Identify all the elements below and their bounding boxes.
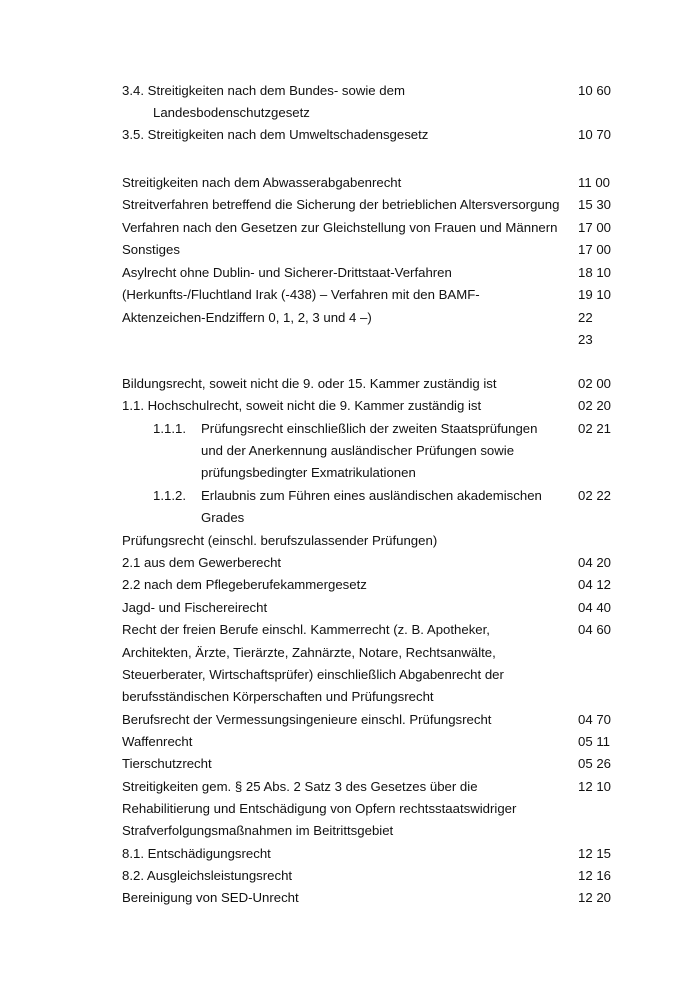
entry-hochschulrecht: 1.1. Hochschulrecht, soweit nicht die 9. Kammer zuständig ist — [122, 398, 482, 413]
code-18-10: 18 10 — [578, 265, 612, 280]
entry-tierschutzrecht: Tierschutzrecht — [122, 756, 212, 771]
entry-rehabilitierung: Streitigkeiten gem. § 25 Abs. 2 Satz 3 des Gesetzes über die — [122, 779, 478, 794]
entry-1-1-1-cont2: prüfungsbedingter Exmatrikulationen — [201, 465, 416, 480]
entry-freie-berufe: Recht der freien Berufe einschl. Kammerrecht (z. B. Apotheker, — [122, 622, 490, 637]
entry-asylrecht-cont2: Aktenzeichen-Endziffern 0, 1, 2, 3 und 4 –) — [122, 310, 372, 325]
entry-2-1: 2.1 aus dem Gewerberecht — [122, 555, 282, 570]
code-04-20: 04 20 — [578, 555, 612, 570]
code-04-12: 04 12 — [578, 577, 612, 592]
entry-vermessung: Berufsrecht der Vermessungsingenieure einschl. Prüfungsrecht — [122, 712, 492, 727]
entry-freie-berufe-cont2: Steuerberater, Wirtschaftsprüfer) einschließlich Abgabenrecht der — [122, 667, 504, 682]
entry-3-4: 3.4. Streitigkeiten nach dem Bundes- sowie dem — [122, 83, 405, 98]
entry-rehabilitierung-cont1: Rehabilitierung und Entschädigung von Opfern rechtsstaatswidriger — [122, 801, 517, 816]
entry-freie-berufe-cont1: Architekten, Ärzte, Tierärzte, Zahnärzte, Notare, Rechtsanwälte, — [122, 645, 496, 660]
entry-freie-berufe-cont3: berufsständischen Körperschaften und Prüfungsrecht — [122, 689, 434, 704]
entry-1-1-1-cont1: und der Anerkennung ausländischer Prüfungen sowie — [201, 443, 515, 458]
entry-altersversorgung: Streitverfahren betreffend die Sicherung der betrieblichen Altersversorgung — [122, 197, 560, 212]
code-12-10: 12 10 — [578, 779, 612, 794]
entry-bildungsrecht: Bildungsrecht, soweit nicht die 9. oder 15. Kammer zuständig ist — [122, 376, 497, 391]
entry-1-1-2-number: 1.1.2. — [153, 488, 186, 503]
code-17-00-a: 17 00 — [578, 220, 612, 235]
entry-asylrecht-cont1: (Herkunfts-/Fluchtland Irak (-438) – Verfahren mit den BAMF- — [122, 287, 480, 302]
entry-8-2: 8.2. Ausgleichsleistungsrecht — [122, 868, 293, 883]
entry-3-4-cont: Landesbodenschutzgesetz — [153, 105, 310, 120]
entry-gleichstellung: Verfahren nach den Gesetzen zur Gleichstellung von Frauen und Männern — [122, 220, 558, 235]
entry-8-1: 8.1. Entschädigungsrecht — [122, 846, 271, 861]
entry-asylrecht: Asylrecht ohne Dublin- und Sicherer-Drittstaat-Verfahren — [122, 265, 452, 280]
entry-1-1-1: Prüfungsrecht einschließlich der zweiten Staatsprüfungen — [201, 421, 538, 436]
entry-jagdrecht: Jagd- und Fischereirecht — [122, 600, 268, 615]
entry-sed-unrecht: Bereinigung von SED-Unrecht — [122, 890, 299, 905]
code-05-11: 05 11 — [578, 734, 611, 749]
code-17-00-b: 17 00 — [578, 242, 612, 257]
entry-2-2: 2.2 nach dem Pflegeberufekammergesetz — [122, 577, 367, 592]
entry-abwasser: Streitigkeiten nach dem Abwasserabgabenrecht — [122, 175, 402, 190]
code-02-20: 02 20 — [578, 398, 612, 413]
entry-pruefungsrecht: Prüfungsrecht (einschl. berufszulassender Prüfungen) — [122, 533, 438, 548]
entry-1-1-2: Erlaubnis zum Führen eines ausländischen akademischen — [201, 488, 542, 503]
code-04-40: 04 40 — [578, 600, 612, 615]
code-02-00: 02 00 — [578, 376, 612, 391]
entry-3-5: 3.5. Streitigkeiten nach dem Umweltschadensgesetz — [122, 127, 429, 142]
code-19-10: 19 10 — [578, 287, 612, 302]
entry-1-1-1-number: 1.1.1. — [153, 421, 186, 436]
code-02-21: 02 21 — [578, 421, 612, 436]
entry-waffenrecht: Waffenrecht — [122, 734, 193, 749]
code-05-26: 05 26 — [578, 756, 612, 771]
code-10-60: 10 60 — [578, 83, 612, 98]
code-02-22: 02 22 — [578, 488, 612, 503]
entry-sonstiges: Sonstiges — [122, 242, 180, 257]
code-22: 22 — [578, 310, 593, 325]
code-12-16: 12 16 — [578, 868, 612, 883]
code-12-20: 12 20 — [578, 890, 612, 905]
code-12-15: 12 15 — [578, 846, 612, 861]
code-15-30: 15 30 — [578, 197, 612, 212]
code-10-70: 10 70 — [578, 127, 612, 142]
code-04-60: 04 60 — [578, 622, 612, 637]
code-23: 23 — [578, 332, 593, 347]
code-04-70: 04 70 — [578, 712, 612, 727]
entry-rehabilitierung-cont2: Strafverfolgungsmaßnahmen im Beitrittsgebiet — [122, 823, 394, 838]
entry-1-1-2-cont: Grades — [201, 510, 245, 525]
code-11-00: 11 00 — [578, 175, 611, 190]
